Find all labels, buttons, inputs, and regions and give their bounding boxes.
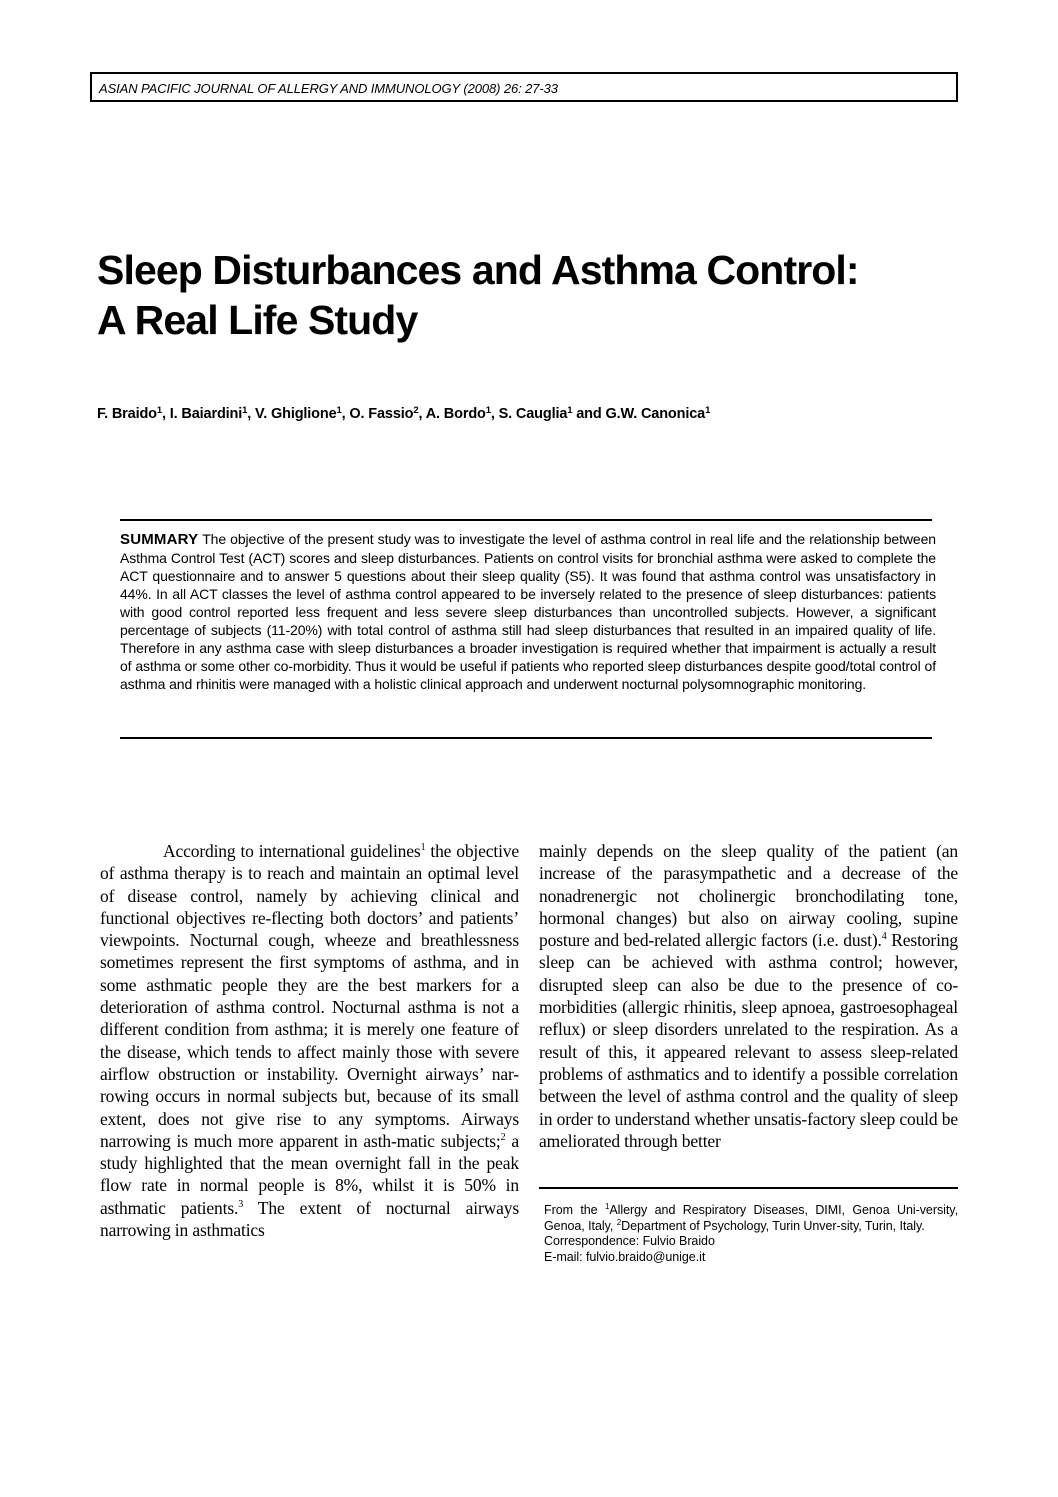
body-column-right [539, 840, 958, 1151]
summary-text: The objective of the present study was to investigate the level of asthma control in real life and the relationship between Asthma Control Test (ACT) scores and sleep disturbances. Patients on control visits for bronchial asthma were asked to complete the ACT questionnaire and to answer 5 questions about their sleep quality (S5). It was found that asthma control was unsatisfactory in 44%. In all ACT classes the level of asthma control appeared to be inversely related to the presence of sleep disturbances: patients with good control reported less frequent and less severe sleep disturbances than uncontrolled subjects. However, a significant percentage of subjects (11-20%) with total control of asthma still had sleep disturbances that resulted in an impaired quality of life. Therefore in any asthma case with sleep disturbances a broader investigation is required whether that impairment is actually a result of asthma or some other co-morbidity. Thus it would be useful if patients who reported sleep disturbances despite good/total control of asthma and rhinitis were managed with a holistic clinical approach and underwent nocturnal polysomnographic monitoring. [120, 531, 936, 692]
journal-citation: ASIAN PACIFIC JOURNAL OF ALLERGY AND IMMUNOLOGY (2008) 26: 27-33 [99, 81, 558, 96]
author-name: G.W. Canonica [605, 406, 706, 422]
footnote-rule [539, 1187, 958, 1189]
author-separator: , [490, 406, 499, 422]
affiliation-footnote [544, 1203, 958, 1265]
body-paragraph: mainly depends on the sleep quality of the patient (an increase of the parasympathetic and a decrease of the nonadrenergic not cholinergic bronchodilating tone, hormonal changes) but also on airway cooling, supine posture and bed-related allergic factors (i.e. dust).$^4$ Restoring sleep can be achieved with asthma control; however, disrupted sleep can also be due to the presence of co-morbidities (allergic rhinitis, sleep apnoea, gastroesophageal reflux) or sleep disorders unrelated to the respiration. As a result of this, it appeared relevant to assess sleep-related problems of asthmatics and to identify a possible correlation between the level of asthma control and the quality of sleep in order to understand whether unsatis-factory sleep could be ameliorated through better [539, 841, 958, 1151]
author-name: V. Ghiglione [255, 406, 337, 422]
email-address[interactable]: E-mail: fulvio.braido@unige.it [544, 1249, 706, 1264]
affiliation-marker: 1 [705, 405, 711, 416]
summary-bottom-rule [120, 737, 932, 739]
author-separator: , [162, 406, 170, 422]
affiliations: From the $^1$Allergy and Respiratory Diseases, DIMI, Genoa Uni-versity, Genoa, Italy, $^2$Department of Psychology, Turin Unver-sity, Turin, Italy. [544, 1202, 958, 1233]
article-title [97, 245, 977, 345]
author-separator: , [341, 406, 350, 422]
correspondence: Correspondence: Fulvio Braido [544, 1234, 715, 1248]
affiliation-marker: 1 [336, 405, 342, 416]
author-name: A. Bordo [425, 406, 486, 422]
reference-marker: 1 [420, 842, 426, 853]
affiliation-marker: 1 [485, 405, 491, 416]
affiliation-marker: 1 [567, 405, 573, 416]
title-line-2: A Real Life Study [97, 297, 418, 343]
affiliation-marker: 1 [156, 405, 163, 416]
affiliation-marker: 2 [413, 405, 419, 416]
author-separator: and [572, 406, 606, 422]
summary-label: SUMMARY [120, 531, 199, 548]
author-name: I. Baiardini [169, 406, 243, 422]
affiliation-marker: 1 [242, 405, 248, 416]
author-list [97, 404, 977, 424]
title-line-1: Sleep Disturbances and Asthma Control: [97, 247, 859, 293]
body-column-left [100, 840, 519, 1295]
summary-block [120, 530, 936, 693]
author-name: S. Cauglia [498, 406, 568, 422]
reference-marker: 4 [881, 931, 887, 943]
author-separator: , [247, 406, 256, 422]
reference-marker: 2 [500, 1131, 506, 1143]
journal-header [90, 72, 958, 102]
author-separator: , [418, 406, 426, 422]
reference-marker: 3 [238, 1198, 244, 1210]
body-paragraph: According to international guidelines$^1$ the objective of asthma therapy is to reach and maintain an optimal level of disease control, namely by achieving clinical and functional objectives re-flecting both doctors’ and patients’ viewpoints. Nocturnal cough, wheeze and breathlessness sometimes represent the first symptoms of asthma, and in some asthmatic people they are the best markers for a deterioration of asthma control. Nocturnal asthma is not a different condition from asthma; it is merely one feature of the disease, which tends to affect mainly those with severe airflow obstruction or instability. Overnight airways’ nar-rowing occurs in normal subjects but, because of its small extent, does not give rise to any symptoms. Airways narrowing is much more apparent in asth-matic subjects;$^2$ a study highlighted that the mean overnight fall in the peak flow rate in normal people is 8%, whilst it is 50% in asthmatic patients.$^3$ The extent of nocturnal airways narrowing in asthmatics [100, 841, 520, 1241]
author-name: O. Fassio [349, 406, 414, 422]
author-name: F. Braido [97, 406, 157, 422]
summary-top-rule [120, 519, 932, 521]
